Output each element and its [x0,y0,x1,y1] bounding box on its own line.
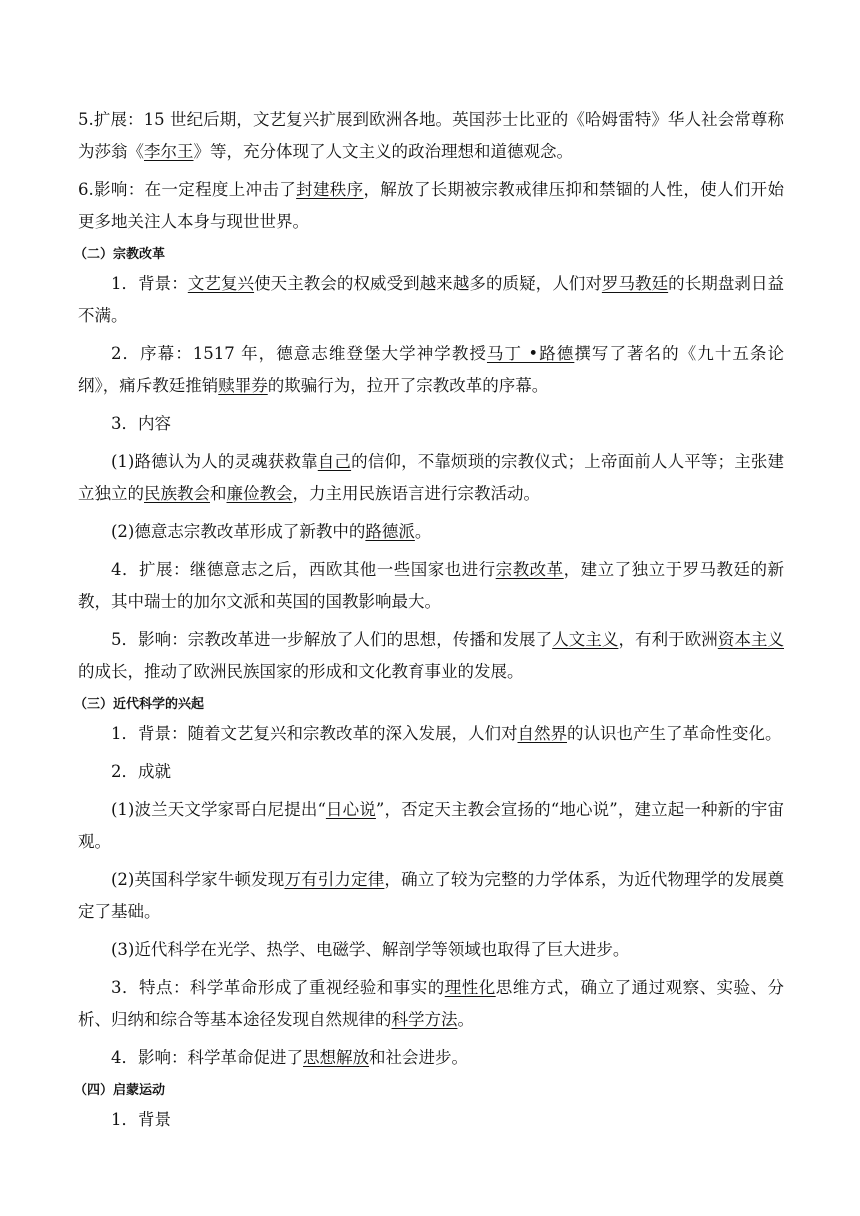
text-segment: 和 [210,484,227,503]
text-segment: ，有利于欧洲 [618,630,718,649]
text-segment: (3)近代科学在光学、热学、电磁学、解剖学等领域也取得了巨大进步。 [111,940,630,959]
underlined-term: 李尔王 [144,142,194,161]
paragraph [78,338,784,402]
underlined-term: 自然界 [517,724,567,743]
paragraph [78,756,784,788]
underlined-term: 科学方法 [391,1010,458,1029]
text-segment: 6.影响：在一定程度上冲击了 [78,180,297,199]
text-segment: ，力主用民族语言进行宗教活动。 [292,484,540,503]
underlined-term: 马丁 •路德 [486,344,575,363]
text-segment: 和社会进步。 [369,1048,468,1067]
underlined-term: 文艺复兴 [187,274,255,293]
text-segment: 使天主教会的权威受到越来越多的质疑，人们对 [254,274,602,293]
text-segment: 4．扩展：继德意志之后，西欧其他一些国家也进行 [111,560,496,579]
section-heading [74,694,784,716]
text-segment: ，确立了较为完整的力学体系，为近代物理学的发展奠定了基础。 [78,870,785,921]
text-segment: 的成长，推动了欧洲民族国家的形成和文化教育事业的发展。 [78,662,524,681]
text-segment: 4．影响：科学革命促进了 [111,1048,303,1067]
text-segment: 2．成就 [111,762,171,781]
paragraph [78,174,784,238]
text-segment: ，解放了长期被宗教戒律压抑和禁锢的人性，使人们开始更多地关注人本身与现世世界。 [78,180,785,231]
section-heading [74,244,784,266]
paragraph [78,268,784,332]
text-segment: 撰写了著名的《九十五条论纲》，痛斥教廷推销 [78,344,785,395]
paragraph [78,104,784,168]
paragraph [78,864,784,928]
underlined-term: 廉俭教会 [226,484,293,503]
text-segment: 5.扩展：15 世纪后期，文艺复兴扩展到欧洲各地。英国莎士比亚的《哈姆雷特》华人社会常尊称为莎翁《 [78,110,784,161]
paragraph [78,972,784,1036]
text-segment: ，建立了独立于罗马教廷的新教，其中瑞士的加尔文派和英国的国教影响最大。 [78,560,785,611]
underlined-term: 宗教改革 [495,560,564,579]
section-heading [74,1080,784,1102]
paragraph [78,1042,784,1074]
text-segment: 5．影响：宗教改革进一步解放了人们的思想，传播和发展了 [111,630,553,649]
text-segment: 3．特点：科学革命形成了重视经验和事实的 [111,978,445,997]
underlined-term: 罗马教廷 [601,274,669,293]
document-page [74,104,785,1142]
text-segment: （四）启蒙运动 [74,1083,166,1098]
text-segment: 1．背景： [111,274,188,293]
underlined-term: 自己 [317,452,352,471]
underlined-term: 民族教会 [144,484,210,503]
paragraph [78,624,784,688]
text-segment: 的信仰，不靠烦琐的宗教仪式；上帝面前人人平等；主张建立独立的 [78,452,785,503]
underlined-term: 万有引力定律 [284,870,385,889]
underlined-term: 人文主义 [552,630,619,649]
underlined-term: 思想解放 [303,1048,369,1067]
text-segment: 》等，充分体现了人文主义的政治理想和道德观念。 [193,142,573,161]
underlined-term: 路德派 [365,522,415,541]
underlined-term: 封建秩序 [296,180,364,199]
text-segment: 的认识也产生了革命性变化。 [567,724,782,743]
paragraph [78,794,784,858]
underlined-term: 理性化 [444,978,496,997]
underlined-term: 资本主义 [717,630,784,649]
paragraph [78,516,784,548]
text-segment: (1)路德认为人的灵魂获救靠 [111,452,318,471]
text-segment: (2)德意志宗教改革形成了新教中的 [111,522,366,541]
text-segment: 。 [457,1010,474,1029]
text-segment: (1)波兰天文学家哥白尼提出“ [111,800,326,819]
text-segment: 1．背景 [111,1110,171,1129]
paragraph [78,1104,784,1136]
text-segment: ”，否定天主教会宣扬的“地心说”，建立起一种新的宇宙观。 [78,800,785,851]
text-segment: 的欺骗行为，拉开了宗教改革的序幕。 [267,376,549,395]
paragraph [78,408,784,440]
text-segment: （三）近代科学的兴起 [74,697,205,712]
paragraph [78,934,784,966]
text-segment: 。 [414,522,432,541]
paragraph [78,718,784,750]
paragraph [78,446,784,510]
text-segment: 思维方式，确立了通过观察、实验、分析、归纳和综合等基本途径发现自然规律的 [78,978,785,1029]
underlined-term: 赎罪券 [218,376,268,395]
text-segment: 的长期盘剥日益不满。 [78,274,784,325]
paragraph [78,554,784,618]
text-segment: （二）宗教改革 [74,247,166,262]
text-segment: 1．背景：随着文艺复兴和宗教改革的深入发展，人们对 [111,724,518,743]
text-segment: 2．序幕：1517 年，德意志维登堡大学神学教授 [111,344,487,363]
text-segment: (2)英国科学家牛顿发现 [111,870,285,889]
underlined-term: 日心说 [325,800,376,819]
text-segment: 3．内容 [111,414,171,433]
